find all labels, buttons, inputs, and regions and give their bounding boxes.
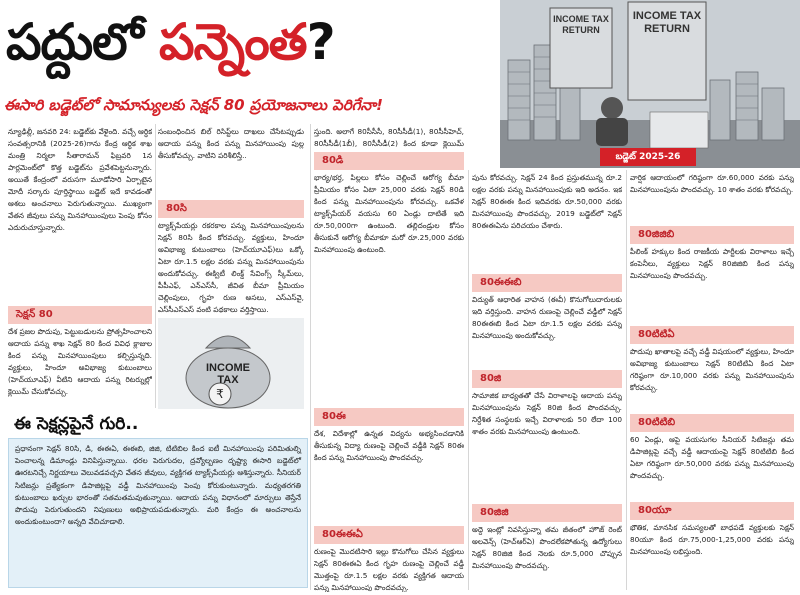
section-80u-body [630, 522, 794, 590]
section-80g-body [472, 390, 622, 502]
budget-label: బడ్జెట్ 2025-26 [615, 152, 681, 162]
section-80ggb-heading: 80జిజిబి [630, 226, 794, 244]
section-80eeb-body [472, 294, 622, 366]
section-80tta-heading: 80టిటిఏ [630, 326, 794, 344]
section-80c-body [158, 220, 304, 316]
intro-paragraph: న్యూఢిల్లీ, జనవరి 24: బడ్జెట్‌కు వేళైంది. వచ్చే ఆర్థిక సంవత్సరానికి (2025-26)గాను కేంద్ర ఆర్థిక శాఖ మంత్రి నిర్మలా సీతారామన్ ఫిబ్రవరి 1న పార్లమెంట్‌లో కొత్త బడ్జెట్‌ను ప్రవేశపెట్టనున్నారు. అయితే కేంద్రంలో వరుసగా మూడోసారి ఏర్పాటైన మోదీ సర్కారు పూర్తిస్థాయి బడ్జెట్ ఇదే కావడంతో ఆశలు అంచనాలు పెరుగుతున్నాయి. ముఖ్యంగా వేతన జీవులు పన్ను మినహాయింపులు పెంపు కోసం ఎదురుచూస్తున్నారు. [8, 127, 152, 232]
column-5-intro [630, 172, 794, 220]
book-left-text: INCOME TAX RETURN [553, 14, 609, 35]
section-80-text: దేశ ప్రజల పొదుపు, పెట్టుబడులను ప్రోత్సహించాలని ఆదాయ పన్ను శాఖ సెక్షన్ 80 కింద వివిధ క్లాజుల కింద పన్ను మినహాయింపులు కల్పిస్తున్నది. వ్యక్తులు, హిందూ అవిభాజ్య కుటుంబాలు (హెచ్‌యూఎఫ్) వీటిని ఆదాయ పన్ను రిటర్నుల్లో క్లెయిమ్ చేసుకోవచ్చు. [8, 327, 152, 396]
section-80ggb-body [630, 246, 794, 320]
column-4-intro-text: పును కోరవచ్చు. సెక్షన్ 24 కింద ప్రస్తుతమున్న రూ.2 లక్షల వరకు పన్ను మినహాయింపుకు ఇది అదనం. ఇక సెక్షన్ 80ఈఈ కింద ఇదివరకు రూ.50,000 వరకు మినహాయింపు పొందవచ్చు. 2019 బడ్జెట్‌లో సెక్షన్ 80ఈఈఏను పరిచయం చేశారు. [472, 173, 622, 230]
column-2-intro [158, 126, 304, 198]
section-80ttb-body [630, 434, 794, 496]
tax-bag-label: INCOME TAX [206, 362, 250, 386]
budget-illustration [500, 0, 800, 168]
section-80d-text: భార్య/భర్త, పిల్లలు కోసం చెల్లించే ఆరోగ్య బీమా ప్రీమియం కోసం ఏటా 25,000 వరకు సెక్షన్ 80డి కింద పన్ను మినహాయింపును కోరవచ్చు. ఒకవేళ ట్యాక్స్‌పేయర్ వయసు 60 ఏండ్లు దాటితే ఇది రూ.50,000గా ఉంటుంది. తల్లిదండ్రుల కోసం తీసుకునే ఆరోగ్య బీమాకూ మరో రూ.25,000 వరకు మినహాయింపు ఉంటుంది. [314, 173, 464, 254]
column-divider [310, 124, 311, 590]
section-80d-heading: 80డి [314, 152, 464, 170]
section-80ttb-heading: 80టిటిబి [630, 414, 794, 432]
column-4-intro [472, 172, 622, 266]
section-80e-body [314, 428, 464, 524]
section-80d-body [314, 172, 464, 402]
column-3-intro-text: స్తుంది. అలాగే 80సీసీసీ, 80సీసీడీ(1), 80సీసీహెచ్, 80సీసీడీ(1బీ), 80సీసీడీ(2) కింద కూడా క్లెయిమ్ [314, 127, 464, 148]
section-80g-heading: 80జి [472, 370, 622, 388]
section-80eeb-text: విద్యుత్ ఆధారిత వాహన (ఈవీ) కొనుగోలుదారులకు ఇది వర్తిస్తుంది. వాహన రుణంపై చెల్లించే వడ్డీలో సెక్షన్ 80ఈఈబి కింద ఏటా రూ.1.5 లక్షల వరకు పన్ను మినహాయింపు అందుకోవచ్చు. [472, 295, 622, 340]
section-80tta-text: పొదుపు ఖాతాలపై వచ్చే వడ్డీ విషయంలో వ్యక్తులు, హిందూ అవిభాజ్య కుటుంబాలు సెక్షన్ 80టిటిఏ కింద ఏటా గరిష్ఠంగా రూ.10,000 వరకు పన్ను మినహాయింపును కోరవచ్చు. [630, 347, 794, 392]
focus-sections-text: ప్రధానంగా సెక్షన్ 80సి, డి, ఈఈఏ, ఈఈబి, జిజి, టిటిబిల కింద ఐటీ మినహాయింపు పరిమితుల్ని పెంచాలన్న డిమాండ్లు వినిపిస్తున్నాయి. ధరల పెరుగుదల, ద్రవ్యోల్బణం దృష్ట్యా ఈసారి బడ్జెట్‌లో ఊరటనిచ్చే నిర్ణయాలు వెలువడవచ్చని వేతన జీవులు, వ్యక్తిగత ట్యాక్స్‌పేయర్లు ఆశిస్తున్నారు. సీనియర్ సిటిజన్లు ప్రత్యేకంగా డిపాజిట్లపై వడ్డీ మినహాయింపు పెంపు కోరుకుంటున్నారు. మధ్యతరగతి కుటుంబాలు ఖర్చుల భారంతో సతమతమవుతున్నాయి. ఆదాయ పన్ను విధానంలో మార్పులు తెస్తేనే పొదుపు పెరుగుతుందని నిపుణులు అభిప్రాయపడుతున్నారు. మరి కేంద్రం ఈ అంచనాలను అందుకుంటుందా? అన్నది వేచిచూడాలి. [15, 444, 301, 527]
section-80tta-body [630, 346, 794, 408]
headline-part1: పద్దులో [6, 13, 160, 71]
column-divider [155, 124, 156, 408]
section-80eeb-heading: 80ఈఈబి [472, 274, 622, 292]
person-icon [601, 97, 623, 119]
headline [6, 0, 335, 84]
section-80c-text: ట్యాక్స్‌పేయర్లు రకరకాల పన్ను మినహాయింపులను సెక్షన్ 80సి కింద కోరవచ్చు. వ్యక్తులు, హిందూ అవిభాజ్య కుటుంబాలు (హెచ్‌యూఎఫ్)లు ఒక్కో ఏటా రూ.1.5 లక్షల వరకు పన్ను మినహాయింపును అందుకోవచ్చు. ఈక్విటీ లింక్డ్ సేవింగ్స్ స్కీమ్‌లు, పీపీఎఫ్, ఎన్‌ఎస్‌సీ, జీవిత బీమా ప్రీమియం చెల్లింపులు, గృహ రుణ అసలు, ఎస్‌ఎస్‌వై, ఎస్‌సీఎస్‌ఎస్ వంటి పథకాలు వర్తిస్తాయి. [158, 221, 304, 314]
column-divider [468, 170, 469, 590]
headline-part3: ? [306, 13, 335, 71]
section-80c-heading: 80సి [158, 200, 304, 218]
section-80e-heading: 80ఈ [314, 408, 464, 426]
section-80eea-text: రుణంపై మొదటిసారి ఇల్లు కొనుగోలు చేసిన వ్యక్తులు సెక్షన్ 80ఈఈఏ కింద గృహ రుణంపై చెల్లించే వడ్డీ మొత్తంపై రూ.1.5 లక్షల వరకు వ్యక్తిగత ఆదాయ పన్ను మినహాయింపు పొందవచ్చు. [314, 547, 464, 592]
focus-sections-heading: ఈ సెక్షన్లపైనే గురి.. [8, 410, 304, 438]
section-80ttb-text: 60 ఏండ్లు, ఆపై వయసుగల సీనియర్ సిటిజన్లు తమ డిపాజిట్లపై వచ్చే వడ్డీ ఆదాయంపై సెక్షన్ 80టిటిబి కింద ఏటా గరిష్ఠంగా రూ.50,000 వరకు పన్ను మినహాయింపు పొందవచ్చు. [630, 435, 794, 480]
section-80-body [8, 326, 152, 410]
section-80e-text: దేశ, విదేశాల్లో ఉన్నత విద్యను అభ్యసించడానికి తీసుకున్న విద్యా రుణంపై చెల్లించే వడ్డీకి సెక్షన్ 80ఈ కింద పన్ను మినహాయింపు పొందవచ్చు. [314, 429, 464, 462]
subheadline: ఈసారి బడ్జెట్‌లో సామాన్యులకు సెక్షన్ 80 ప్రయోజనాలు పెరిగేనా! [4, 96, 383, 114]
rupee-symbol: ₹ [216, 387, 224, 401]
income-tax-bag-image [158, 318, 304, 409]
headline-part2: పన్నెంత [159, 13, 307, 71]
column-2-intro-text: సంబంధించిన బిల్‌ రిసిప్ట్‌లు దాఖలు చేసేటప్పుడు ఆదాయ పన్ను కింద పన్ను మినహాయింపు పుల్ల తీసుకోవచ్చు. వాటిని పరిశీలిస్తే.. [158, 127, 304, 160]
section-80u-heading: 80యూ [630, 502, 794, 520]
column-divider [626, 170, 627, 590]
column-1-intro [8, 126, 152, 306]
section-80eea-body [314, 546, 464, 592]
column-5-intro-text: వార్షిక ఆదాయంలో గరిష్ఠంగా రూ.60,000 వరకు పన్ను మినహాయింపును పొందవచ్చు. 10 శాతం వరకు కోరవచ్చు. [630, 173, 794, 194]
book-right-text: INCOME TAX RETURN [632, 10, 702, 35]
section-80eea-heading: 80ఈఈఏ [314, 526, 464, 544]
section-80u-text: భౌతిక, మానసిక సమస్యలతో బాధపడే వ్యక్తులకు సెక్షన్ 80యూ కింద రూ.75,000-1,25,000 వరకు పన్ను మినహాయింపు లభిస్తుంది. [630, 523, 794, 556]
focus-sections-box [8, 438, 308, 588]
section-80ggb-text: పీలింక్ హక్కుల కింద రాజకీయ పార్టీలకు విరాళాలు ఇచ్చే కంపెనీలు, వ్యక్తులు సెక్షన్ 80జిజిబి కింద పన్ను మినహాయింపు పొందవచ్చు. [630, 247, 794, 280]
section-80g-text: సామాజిక బాధ్యతతో చేసే విరాళాలపై ఆదాయ పన్ను మినహాయింపును సెక్షన్ 80జి కింద పొందవచ్చు. నిర్దేశిత సంస్థలకు ఇచ్చే విరాళాలకు 50 లేదా 100 శాతం వరకు మినహాయింపు ఉంటుంది. [472, 391, 622, 436]
section-80gg-body [472, 524, 622, 590]
section-80gg-text: అద్దె ఇంట్లో నివసిస్తున్నా తమ జీతంలో హౌజ్ రెంట్ అలవెన్స్ (హెచ్‌ఆర్‌ఏ) పొందలేకపోతున్న ఉద్యోగులు సెక్షన్ 80జిజి కింద నెలకు రూ.5,000 చొప్పున మినహాయింపు పొందవచ్చు. [472, 525, 622, 570]
section-80-heading: సెక్షన్ 80 [8, 306, 152, 324]
section-80gg-heading: 80జిజి [472, 504, 622, 522]
column-3-intro [314, 126, 464, 150]
